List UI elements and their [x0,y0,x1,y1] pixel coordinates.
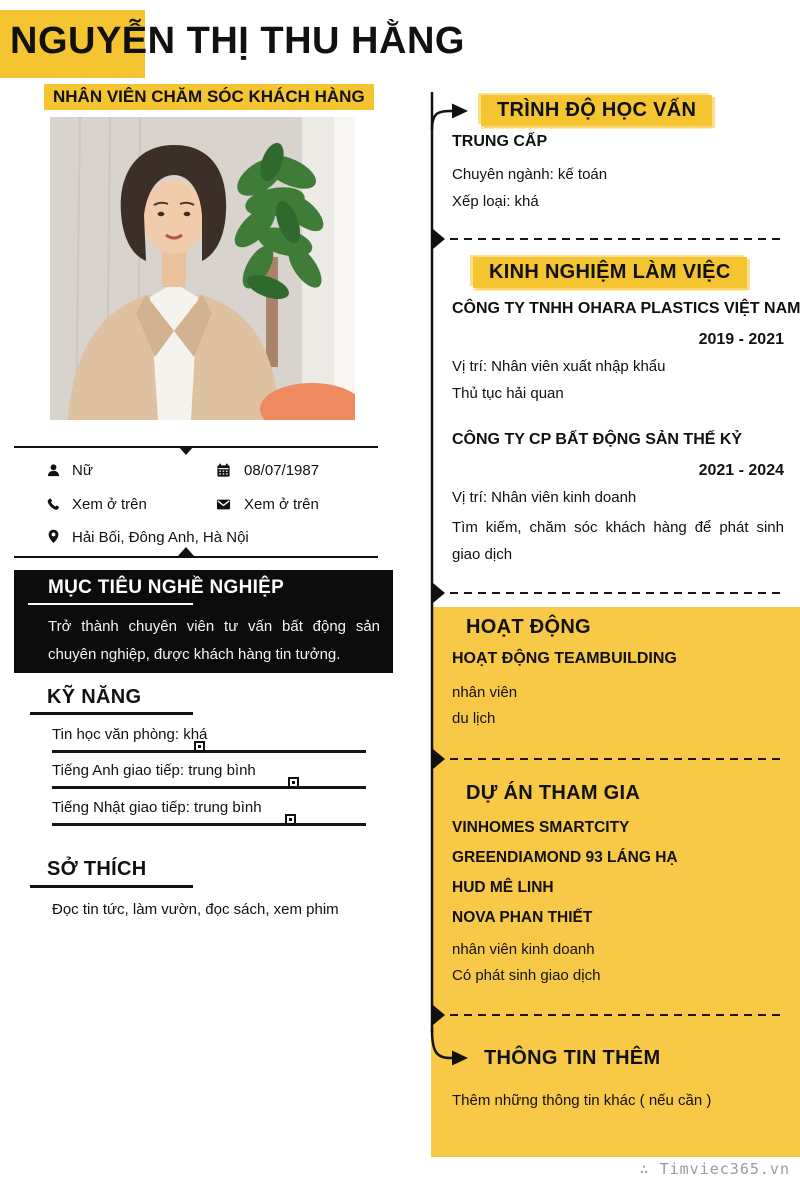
education-rank: Xếp loại: khá [452,193,539,210]
phone-icon [46,497,61,512]
projects-heading: DỰ ÁN THAM GIA [466,782,641,804]
job-position: Vị trí: Nhân viên kinh doanh [452,489,637,506]
company-name: CÔNG TY CP BẤT ĐỘNG SẢN THẾ KỶ [452,431,743,448]
email-icon [216,497,231,512]
project-name: VINHOMES SMARTCITY [452,819,630,836]
company-name: CÔNG TY TNHH OHARA PLASTICS VIỆT NAM [452,300,800,317]
education-major: Chuyên ngành: kế toán [452,166,608,183]
rule-triangle-down [178,446,194,455]
job-title: NHÂN VIÊN CHĂM SÓC KHÁCH HÀNG [44,84,374,110]
skill-bar [52,750,366,753]
job-detail: Thủ tục hải quan [452,385,564,402]
address-value: Hải Bối, Đông Anh, Hà Nội [72,529,249,546]
objective-underline [28,603,193,605]
skill-label: Tin học văn phòng: khá [52,726,208,743]
section-divider [450,1014,786,1016]
project-line: Có phát sinh giao dịch [452,967,601,984]
project-name: GREENDIAMOND 93 LÁNG HẠ [452,849,678,866]
experience-heading: KINH NGHIỆM LÀM VIỆC [473,257,747,288]
rail-triangle [433,583,445,603]
phone-value: Xem ở trên [72,496,147,513]
objective-text: Trở thành chuyên viên tư vấn bất động sản chuyên nghiệp, được khách hàng tin tưởng. [48,618,380,663]
rail-triangle [433,229,445,249]
hobbies-underline [30,885,193,888]
more-info-text: Thêm những thông tin khác ( nếu cần ) [452,1092,712,1109]
skills-underline [30,712,193,715]
skill-label: Tiếng Anh giao tiếp: trung bình [52,762,256,779]
more-info-heading: THÔNG TIN THÊM [484,1047,661,1069]
profile-photo [50,117,355,420]
job-period: 2019 - 2021 [698,331,784,348]
profile-photo-illustration [50,117,355,420]
skill-slider-handle [196,743,203,750]
skill-slider-handle [290,779,297,786]
activities-line: nhân viên [452,684,518,701]
section-divider [450,758,786,760]
job-detail: Tìm kiếm, chăm sóc khách hàng để phát sinh giao dịch [452,519,784,563]
info-rule-top [14,446,378,448]
hobbies-heading: SỞ THÍCH [47,858,147,880]
person-icon [46,463,61,478]
objective-section [14,570,393,673]
gender-value: Nữ [72,462,93,479]
skill-label: Tiếng Nhật giao tiếp: trung bình [52,799,262,816]
arrow-head-education [452,104,468,119]
location-icon [46,529,61,544]
calendar-icon [216,463,231,478]
activities-heading: HOẠT ĐỘNG [466,616,591,638]
skill-slider-handle [287,816,294,823]
rule-triangle-up [178,547,194,556]
objective-heading: MỤC TIÊU NGHỀ NGHIỆP [48,577,285,598]
skills-heading: KỸ NĂNG [47,686,142,708]
project-name: HUD MÊ LINH [452,879,554,896]
project-name: NOVA PHAN THIẾT [452,909,593,926]
section-divider [450,592,786,594]
hobbies-text: Đọc tin tức, làm vườn, đọc sách, xem phim [52,901,339,918]
job-period: 2021 - 2024 [698,462,784,479]
education-degree: TRUNG CẤP [452,133,548,150]
info-rule-bottom [14,556,378,558]
project-line: nhân viên kinh doanh [452,941,595,958]
skill-bar [52,823,366,826]
education-heading: TRÌNH ĐỘ HỌC VẤN [481,95,712,126]
dob-value: 08/07/1987 [244,462,320,479]
activities-line: du lịch [452,710,496,727]
site-watermark: ∴ Timviec365.vn [639,1160,790,1178]
email-value: Xem ở trên [244,496,319,513]
section-divider [450,238,786,240]
activities-subheading: HOẠT ĐỘNG TEAMBUILDING [452,650,677,667]
candidate-name: NGUYỄN THỊ THU HẰNG [10,20,465,62]
job-position: Vị trí: Nhân viên xuất nhập khẩu [452,358,666,375]
arrow-curve-top [432,111,453,130]
skill-bar [52,786,366,789]
